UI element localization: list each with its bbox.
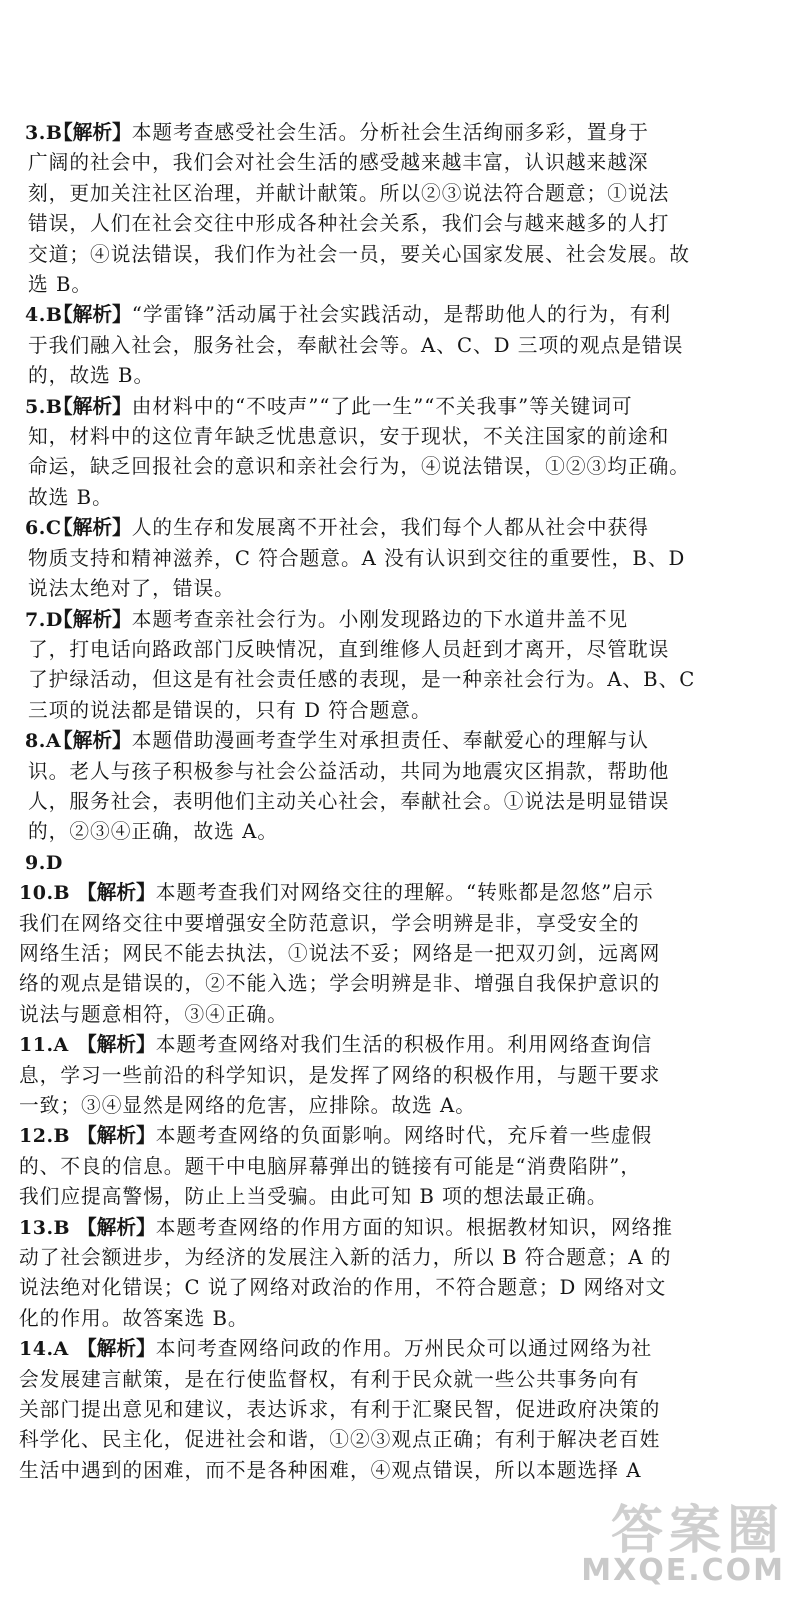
analysis-tag: 【解析】	[77, 1124, 156, 1148]
answer-line	[28, 209, 670, 239]
answer-text: 本问考查网络问政的作用。万州民众可以通过网络为社	[155, 1337, 653, 1361]
answer-line	[28, 696, 625, 726]
answer-number: 5.B	[25, 395, 63, 418]
answer-number: 9.D	[25, 851, 63, 874]
answer-number: 8.A	[25, 730, 62, 753]
answer-number: 14.A	[19, 1338, 69, 1361]
answer-text: 交道；④说法错误，我们作为社会一员，要关心国家发展、社会发展。故	[28, 242, 690, 266]
answer-line	[28, 331, 684, 361]
answer-number: 12.B	[19, 1125, 71, 1148]
answer-line	[77, 878, 654, 908]
answer-line	[53, 726, 649, 756]
answer-text: 本题考查我们对网络交往的理解。“转账都是忽悠”启示	[155, 881, 654, 905]
answer-line	[28, 483, 625, 513]
answer-line	[28, 422, 670, 452]
answer-line	[53, 848, 625, 878]
answer-line	[19, 1395, 661, 1425]
answer-text: 本题考查网络的负面影响。网络时代，充斥着一些虚假	[155, 1124, 653, 1148]
analysis-tag: 【解析】	[53, 303, 132, 327]
answer-line	[19, 1091, 625, 1121]
answer-item	[0, 1213, 803, 1335]
answer-text: 科学化、民主化，促进社会和谐，①②③观点正确；有利于解决老百姓	[19, 1428, 661, 1452]
answer-item	[0, 605, 803, 727]
answer-text: 选 B。	[28, 273, 93, 297]
answer-line	[53, 392, 633, 422]
analysis-tag: 【解析】	[53, 516, 132, 540]
answer-line	[28, 179, 670, 209]
answer-line	[28, 240, 690, 270]
answer-text: 本题考查网络对我们生活的积极作用。利用网络查询信	[155, 1033, 653, 1057]
analysis-tag: 【解析】	[53, 121, 132, 144]
answer-text: 说法与题意相符，③④正确。	[19, 1002, 288, 1026]
answer-line	[28, 361, 625, 391]
answer-text: 我们在网络交往中要增强安全防范意识，学会明辨是非，享受安全的	[19, 911, 640, 935]
answer-line	[19, 939, 661, 969]
answer-text: 息，学习一些前沿的科学知识，是发挥了网络的积极作用，与题干要求	[19, 1063, 661, 1087]
answer-line	[28, 817, 625, 847]
answer-text: 本题考查网络的作用方面的知识。根据教材知识，网络推	[155, 1215, 673, 1239]
answer-text: 说法太绝对了，错误。	[28, 577, 235, 601]
answer-line	[28, 452, 690, 482]
answer-item	[0, 1030, 803, 1121]
answer-text: 一致；③④显然是网络的危害，应排除。故选 A。	[19, 1094, 476, 1117]
answer-line	[28, 544, 686, 574]
answer-text: “学雷锋”活动属于社会实践活动，是帮助他人的行为，有利	[131, 303, 672, 327]
answer-line	[19, 969, 661, 999]
answer-line	[28, 665, 696, 695]
answer-item	[0, 118, 803, 300]
answer-text: 网络生活；网民不能去执法，①说法不妥；网络是一把双刃剑，远离网	[19, 941, 661, 965]
analysis-tag: 【解析】	[77, 1337, 156, 1361]
answer-item	[0, 392, 803, 514]
answer-line	[77, 1030, 653, 1060]
answer-text: 故选 B。	[28, 485, 113, 509]
answer-item	[0, 848, 803, 878]
answer-line	[19, 1273, 667, 1303]
watermark	[545, 1488, 785, 1588]
answer-line	[19, 1243, 672, 1273]
answer-line	[19, 1425, 661, 1455]
answer-line	[19, 909, 640, 939]
answer-text: 本题考查亲社会行为。小刚发现路边的下水道井盖不见	[131, 607, 629, 631]
answer-text: 刻，更加关注社区治理，并献计献策。所以②③说法符合题意；①说法	[28, 181, 670, 205]
answer-text: 人，服务社会，表明他们主动关心社会，奉献社会。①说法是明显错误	[28, 789, 670, 813]
answer-text: 化的作用。故答案选 B。	[19, 1306, 249, 1330]
answer-line	[28, 787, 670, 817]
answer-line	[19, 1061, 661, 1091]
answer-line	[53, 300, 672, 330]
answer-number: 11.A	[19, 1034, 69, 1057]
watermark-logo: 答案圈	[610, 1501, 785, 1561]
answer-line	[28, 635, 670, 665]
answer-item	[0, 1121, 803, 1212]
answer-line	[77, 1213, 673, 1243]
answer-text: 关部门提出意见和建议，表达诉求，有利于汇聚民智，促进政府决策的	[19, 1398, 661, 1422]
answer-number: 7.D	[25, 608, 63, 631]
answer-line	[28, 148, 649, 178]
answer-number: 3.B	[25, 122, 63, 144]
answer-line	[19, 1456, 642, 1486]
answer-line	[28, 270, 625, 300]
analysis-tag: 【解析】	[53, 607, 132, 631]
answer-text: 由材料中的“不吱声”“了此一生”“不关我事”等关键词可	[131, 394, 633, 418]
answer-item	[0, 1334, 803, 1486]
answer-text: 说法绝对化错误；C 说了网络对政治的作用，不符合题意；D 网络对文	[19, 1276, 667, 1300]
answer-item	[0, 513, 803, 604]
answer-text: 本题借助漫画考查学生对承担责任、奉献爱心的理解与认	[131, 729, 649, 753]
answer-text: 物质支持和精神滋养，C 符合题意。A 没有认识到交往的重要性，B、D	[28, 546, 686, 570]
watermark-url: MXQE.COM	[581, 1553, 785, 1588]
answer-text: 于我们融入社会，服务社会，奉献社会等。A、C、D 三项的观点是错误	[28, 333, 684, 357]
answer-line	[19, 1000, 625, 1030]
answer-text: 本题考查感受社会生活。分析社会生活绚丽多彩，置身于	[131, 121, 649, 144]
answer-text: 三项的说法都是错误的，只有 D 符合题意。	[28, 698, 432, 722]
answer-number: 4.B	[25, 304, 63, 327]
answer-line	[53, 513, 649, 543]
answer-line	[19, 1182, 625, 1212]
answer-text: 动了社会额进步，为经济的发展注入新的活力，所以 B 符合题意；A 的	[19, 1246, 672, 1270]
answer-item	[0, 726, 803, 848]
answer-line	[28, 757, 670, 787]
answer-text: 了护绿活动，但这是有社会责任感的表现，是一种亲社会行为。A、B、C	[28, 668, 696, 692]
answer-item	[0, 878, 803, 1030]
answer-number: 13.B	[19, 1216, 71, 1239]
answer-text: 知，材料中的这位青年缺乏忧患意识，安于现状，不关注国家的前途和	[28, 425, 670, 449]
answer-text: 我们应提高警惕，防止上当受骗。由此可知 B 项的想法最正确。	[19, 1185, 608, 1209]
answer-item	[0, 300, 803, 391]
analysis-tag: 【解析】	[53, 729, 132, 753]
answer-list	[0, 118, 803, 1486]
answer-line	[53, 118, 649, 148]
answer-text: 的，故选 B。	[28, 364, 155, 388]
answer-text: 广阔的社会中，我们会对社会生活的感受越来越丰富，认识越来越深	[28, 151, 649, 175]
answer-text: 了，打电话向路政部门反映情况，直到维修人员赶到才离开，尽管耽误	[28, 637, 670, 661]
analysis-tag: 【解析】	[77, 1215, 156, 1239]
analysis-tag: 【解析】	[77, 881, 156, 905]
analysis-tag: 【解析】	[77, 1033, 156, 1057]
answer-number: 10.B	[19, 882, 71, 905]
answer-line	[19, 1152, 642, 1182]
answer-text: 的，②③④正确，故选 A。	[28, 820, 279, 844]
answer-text: 生活中遇到的困难，而不是各种困难，④观点错误，所以本题选择 A	[19, 1458, 642, 1482]
answer-line	[28, 574, 625, 604]
answer-line	[77, 1121, 653, 1151]
answer-line	[77, 1334, 653, 1364]
answer-number: 6.C	[25, 517, 62, 540]
answer-line	[19, 1365, 640, 1395]
answer-text: 的、不良的信息。题干中电脑屏幕弹出的链接有可能是“消费陷阱”，	[19, 1154, 642, 1178]
answer-text: 会发展建言献策，是在行使监督权，有利于民众就一些公共事务向有	[19, 1367, 640, 1391]
answer-text: 识。老人与孩子积极参与社会公益活动，共同为地震灾区捐款，帮助他	[28, 759, 670, 783]
answer-text: 命运，缺乏回报社会的意识和亲社会行为，④说法错误，①②③均正确。	[28, 455, 690, 479]
answer-line	[19, 1304, 625, 1334]
answer-text: 络的观点是错误的，②不能入选；学会明辨是非、增强自我保护意识的	[19, 972, 661, 996]
answer-text: 错误，人们在社会交往中形成各种社会关系，我们会与越来越多的人打	[28, 212, 670, 236]
answer-text: 人的生存和发展离不开社会，我们每个人都从社会中获得	[131, 516, 649, 540]
answer-line	[53, 605, 629, 635]
analysis-tag: 【解析】	[53, 394, 132, 418]
